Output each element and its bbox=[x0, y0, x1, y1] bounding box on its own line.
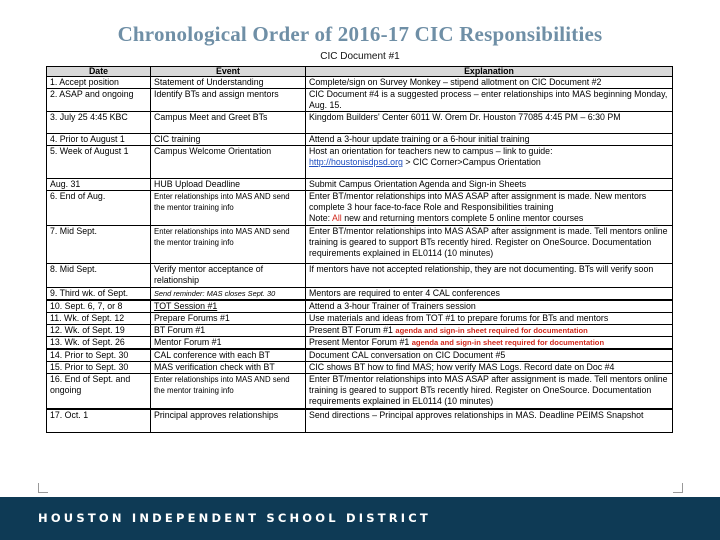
crop-mark-left bbox=[38, 483, 48, 493]
row-event: Identify BTs and assign mentors bbox=[151, 89, 306, 112]
row-explanation: Complete/sign on Survey Monkey – stipend allotment on CIC Document #2 bbox=[306, 77, 673, 89]
row-date: 8. Mid Sept. bbox=[47, 264, 151, 288]
row-event: Campus Welcome Orientation bbox=[151, 146, 306, 179]
table-row bbox=[47, 179, 673, 191]
row-event: MAS verification check with BT bbox=[151, 362, 306, 374]
table-row bbox=[47, 89, 673, 112]
row-event: Principal approves relationships bbox=[151, 409, 306, 433]
crop-mark-right bbox=[673, 483, 683, 493]
documentation-requirement: agenda and sign-in sheet required for documentation bbox=[411, 338, 605, 347]
row-event: Send reminder: MAS closes Sept. 30 bbox=[151, 288, 306, 301]
row-explanation: Document CAL conversation on CIC Document #5 bbox=[306, 349, 673, 362]
footer-banner bbox=[0, 497, 720, 540]
row-event: Prepare Forums #1 bbox=[151, 313, 306, 325]
row-event: TOT Session #1 bbox=[151, 300, 306, 313]
table-row bbox=[47, 146, 673, 179]
row-explanation: Enter BT/mentor relationships into MAS ASAP after assignment is made. Tell mentors online training is geared to support BTs recently hired. Register on OneSource. Documentation requirements explained in EL0114 (10 minutes) bbox=[306, 226, 673, 264]
row-date: 6. End of Aug. bbox=[47, 191, 151, 226]
table-row bbox=[47, 226, 673, 264]
row-explanation: Use materials and ideas from TOT #1 to prepare forums for BTs and mentors bbox=[306, 313, 673, 325]
district-name: HOUSTON INDEPENDENT SCHOOL DISTRICT bbox=[38, 511, 431, 525]
row-explanation: CIC shows BT how to find MAS; how verify MAS Logs. Record date on Doc #4 bbox=[306, 362, 673, 374]
row-date: 15. Prior to Sept. 30 bbox=[47, 362, 151, 374]
row-date: 1. Accept position bbox=[47, 77, 151, 89]
row-explanation bbox=[306, 325, 673, 337]
table-row bbox=[47, 288, 673, 301]
explanation-text: Enter BT/mentor relationships into MAS ASAP after assignment is made. New mentors complete 3 hour face-to-face Role and Responsibilities training bbox=[309, 191, 647, 212]
row-date: 16. End of Sept. and ongoing bbox=[47, 374, 151, 409]
table-header-row bbox=[47, 67, 673, 77]
row-explanation: Kingdom Builders' Center 6011 W. Orem Dr. Houston 77085 4:45 PM – 6:30 PM bbox=[306, 112, 673, 134]
row-event: CIC training bbox=[151, 134, 306, 146]
row-date: 7. Mid Sept. bbox=[47, 226, 151, 264]
row-event: Verify mentor acceptance of relationship bbox=[151, 264, 306, 288]
row-explanation: CIC Document #4 is a suggested process – enter relationships into MAS beginning Monday, Aug. 15. bbox=[306, 89, 673, 112]
row-date: 17. Oct. 1 bbox=[47, 409, 151, 433]
table-row bbox=[47, 313, 673, 325]
explanation-text: Present BT Forum #1 bbox=[309, 325, 393, 335]
row-explanation bbox=[306, 146, 673, 179]
page-title: Chronological Order of 2016-17 CIC Responsibilities bbox=[117, 22, 603, 46]
row-date: Aug. 31 bbox=[47, 179, 151, 191]
note-label: Note: bbox=[309, 213, 332, 223]
row-event: Enter relationships into MAS AND send the mentor training info bbox=[151, 374, 306, 409]
note-emphasis: All bbox=[331, 213, 342, 223]
row-date: 4. Prior to August 1 bbox=[47, 134, 151, 146]
row-event: Mentor Forum #1 bbox=[151, 337, 306, 350]
row-date: 12. Wk. of Sept. 19 bbox=[47, 325, 151, 337]
table-row bbox=[47, 191, 673, 226]
table-row bbox=[47, 374, 673, 409]
row-date: 14. Prior to Sept. 30 bbox=[47, 349, 151, 362]
row-explanation bbox=[306, 337, 673, 350]
row-event: HUB Upload Deadline bbox=[151, 179, 306, 191]
table-row bbox=[47, 337, 673, 350]
table-row bbox=[47, 409, 673, 433]
table-row bbox=[47, 300, 673, 313]
table-row bbox=[47, 325, 673, 337]
header-date: Date bbox=[47, 67, 151, 77]
row-explanation bbox=[306, 191, 673, 226]
explanation-path: > CIC Corner>Campus Orientation bbox=[402, 157, 541, 167]
row-event: Enter relationships into MAS AND send the mentor training info bbox=[151, 191, 306, 226]
table-row bbox=[47, 112, 673, 134]
header-explanation: Explanation bbox=[306, 67, 673, 77]
table-row bbox=[47, 362, 673, 374]
row-event: Enter relationships into MAS AND send the mentor training info bbox=[151, 226, 306, 264]
document-subtitle: CIC Document #1 bbox=[320, 51, 400, 62]
row-date: 10. Sept. 6, 7, or 8 bbox=[47, 300, 151, 313]
orientation-guide-link[interactable]: http://houstonisdpsd.org bbox=[309, 157, 403, 167]
header-event: Event bbox=[151, 67, 306, 77]
row-explanation: Mentors are required to enter 4 CAL conferences bbox=[306, 288, 673, 301]
row-explanation: Send directions – Principal approves relationships in MAS. Deadline PEIMS Snapshot bbox=[306, 409, 673, 433]
row-date: 13. Wk. of Sept. 26 bbox=[47, 337, 151, 350]
table-row bbox=[47, 264, 673, 288]
row-explanation: Enter BT/mentor relationships into MAS ASAP after assignment is made. Tell mentors online training is geared to support BTs recently hired. Register on OneSource. Documentation requirements explained in EL0114 (10 minutes) bbox=[306, 374, 673, 409]
row-explanation: Submit Campus Orientation Agenda and Sign-in Sheets bbox=[306, 179, 673, 191]
row-date: 11. Wk. of Sept. 12 bbox=[47, 313, 151, 325]
documentation-requirement: agenda and sign-in sheet required for documentation bbox=[395, 326, 588, 335]
row-explanation: If mentors have not accepted relationship, they are not documenting. BTs will verify soon bbox=[306, 264, 673, 288]
row-date: 2. ASAP and ongoing bbox=[47, 89, 151, 112]
row-date: 5. Week of August 1 bbox=[47, 146, 151, 179]
responsibilities-table bbox=[46, 66, 673, 433]
row-date: 9. Third wk. of Sept. bbox=[47, 288, 151, 301]
row-date: 3. July 25 4:45 KBC bbox=[47, 112, 151, 134]
note-text: new and returning mentors complete 5 online mentor courses bbox=[341, 213, 584, 223]
row-explanation: Attend a 3-hour update training or a 6-hour initial training bbox=[306, 134, 673, 146]
table-row bbox=[47, 349, 673, 362]
table-row bbox=[47, 134, 673, 146]
explanation-text: Host an orientation for teachers new to campus – link to guide: bbox=[309, 146, 553, 156]
table-row bbox=[47, 77, 673, 89]
row-event: CAL conference with each BT bbox=[151, 349, 306, 362]
row-event: BT Forum #1 bbox=[151, 325, 306, 337]
explanation-text: Present Mentor Forum #1 bbox=[309, 337, 410, 347]
row-event: Statement of Understanding bbox=[151, 77, 306, 89]
row-explanation: Attend a 3-hour Trainer of Trainers session bbox=[306, 300, 673, 313]
row-event: Campus Meet and Greet BTs bbox=[151, 112, 306, 134]
